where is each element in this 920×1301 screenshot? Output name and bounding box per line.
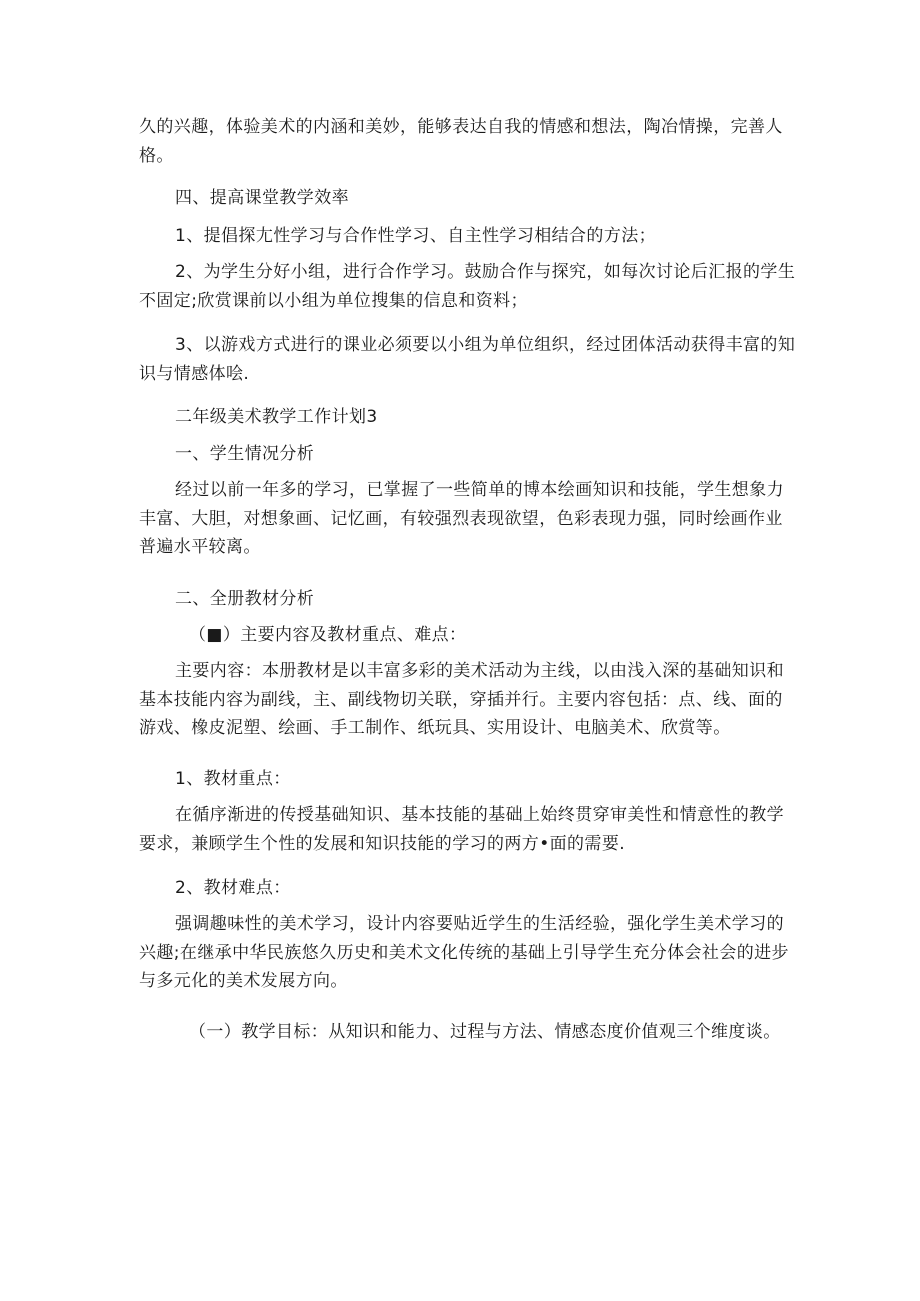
text-line: 1、提倡探尢性学习与合作性学习、自主性学习相结合的方法； xyxy=(175,226,657,246)
heading-student-analysis xyxy=(139,440,820,469)
text-line: 2、为学生分好小组，进行合作学习。鼓励合作与探究，如每次讨论后汇报的学生 xyxy=(175,262,796,282)
list-item-2 xyxy=(139,258,796,315)
heading-improve-efficiency xyxy=(139,184,820,213)
heading-main-content xyxy=(139,621,834,650)
text-line: 不固定;欣赏课前以小组为单位搜集的信息和资料； xyxy=(139,290,528,311)
text-line: 兴趣;在继承中华民族悠久历史和美术文化传统的基础上引导学生充分体会社会的进步 xyxy=(139,942,789,963)
text-line: 2、教材难点： xyxy=(175,878,291,898)
text-line: 二年级美术教学工作计划3 xyxy=(175,407,378,427)
text-line: 四、提高课堂教学效率 xyxy=(175,188,349,208)
heading-difficulties xyxy=(139,874,820,903)
text-line: （一）教学目标：从知识和能力、过程与方法、情感态度价值观三个维度谈。 xyxy=(189,1022,781,1042)
text-line: 要求，兼顾学生个性的发展和知识技能的学习的两方•面的需要. xyxy=(139,833,626,854)
text-line: （■）主要内容及教材重点、难点： xyxy=(189,625,467,645)
text-line: 一、学生情况分析 xyxy=(175,444,315,464)
text-line: 丰富、大胆，对想象画、记忆画，有较强烈表现欲望，色彩表现力强，同时绘画作业 xyxy=(139,508,783,529)
paragraph-difficulties xyxy=(139,910,789,996)
text-line: 久的兴趣，体验美术的内涵和美妙，能够表达自我的情感和想法，陶冶情操，完善人 xyxy=(139,117,783,137)
text-line: 3、以游戏方式进行的课业必须要以小组为单位组织，经过团体活动获得丰富的知 xyxy=(175,335,796,355)
text-line: 格。 xyxy=(139,145,174,166)
heading-textbook-analysis xyxy=(139,585,820,614)
heading-key-points xyxy=(139,765,820,794)
text-line: 经过以前一年多的学习，已掌握了一些简单的博本绘画知识和技能，学生想象力 xyxy=(175,480,784,500)
heading-teaching-goals xyxy=(139,1018,834,1047)
list-item-1 xyxy=(139,222,820,251)
text-line: 普遍水平较离。 xyxy=(139,537,261,557)
text-line: 识与情感体哙. xyxy=(139,363,250,384)
paragraph-interest xyxy=(139,113,784,170)
text-line: 与多元化的美术发展方向。 xyxy=(139,971,348,991)
section-title-plan-3 xyxy=(139,403,820,432)
text-line: 二、全册教材分析 xyxy=(175,589,315,609)
text-line: 强调趣味性的美术学习，设计内容要贴近学生的生活经验，强化学生美术学习的 xyxy=(175,914,784,934)
paragraph-key-points xyxy=(139,801,784,858)
paragraph-main-content xyxy=(139,657,784,743)
text-line: 游戏、橡皮泥塑、绘画、手工制作、纸玩具、实用设计、电脑美术、欣赏等。 xyxy=(139,718,731,738)
text-line: 基本技能内容为副线，主、副线物切关联，穿插并行。主要内容包括：点、线、面的 xyxy=(139,689,783,710)
text-line: 主要内容：本册教材是以丰富多彩的美术活动为主线，以由浅入深的基础知识和 xyxy=(175,661,784,681)
list-item-3 xyxy=(139,331,796,388)
text-line: 1、教材重点： xyxy=(175,769,291,789)
paragraph-student-analysis xyxy=(139,476,784,562)
text-line: 在循序渐进的传授基础知识、基本技能的基础上始终贯穿审美性和情意性的教学 xyxy=(175,805,784,825)
